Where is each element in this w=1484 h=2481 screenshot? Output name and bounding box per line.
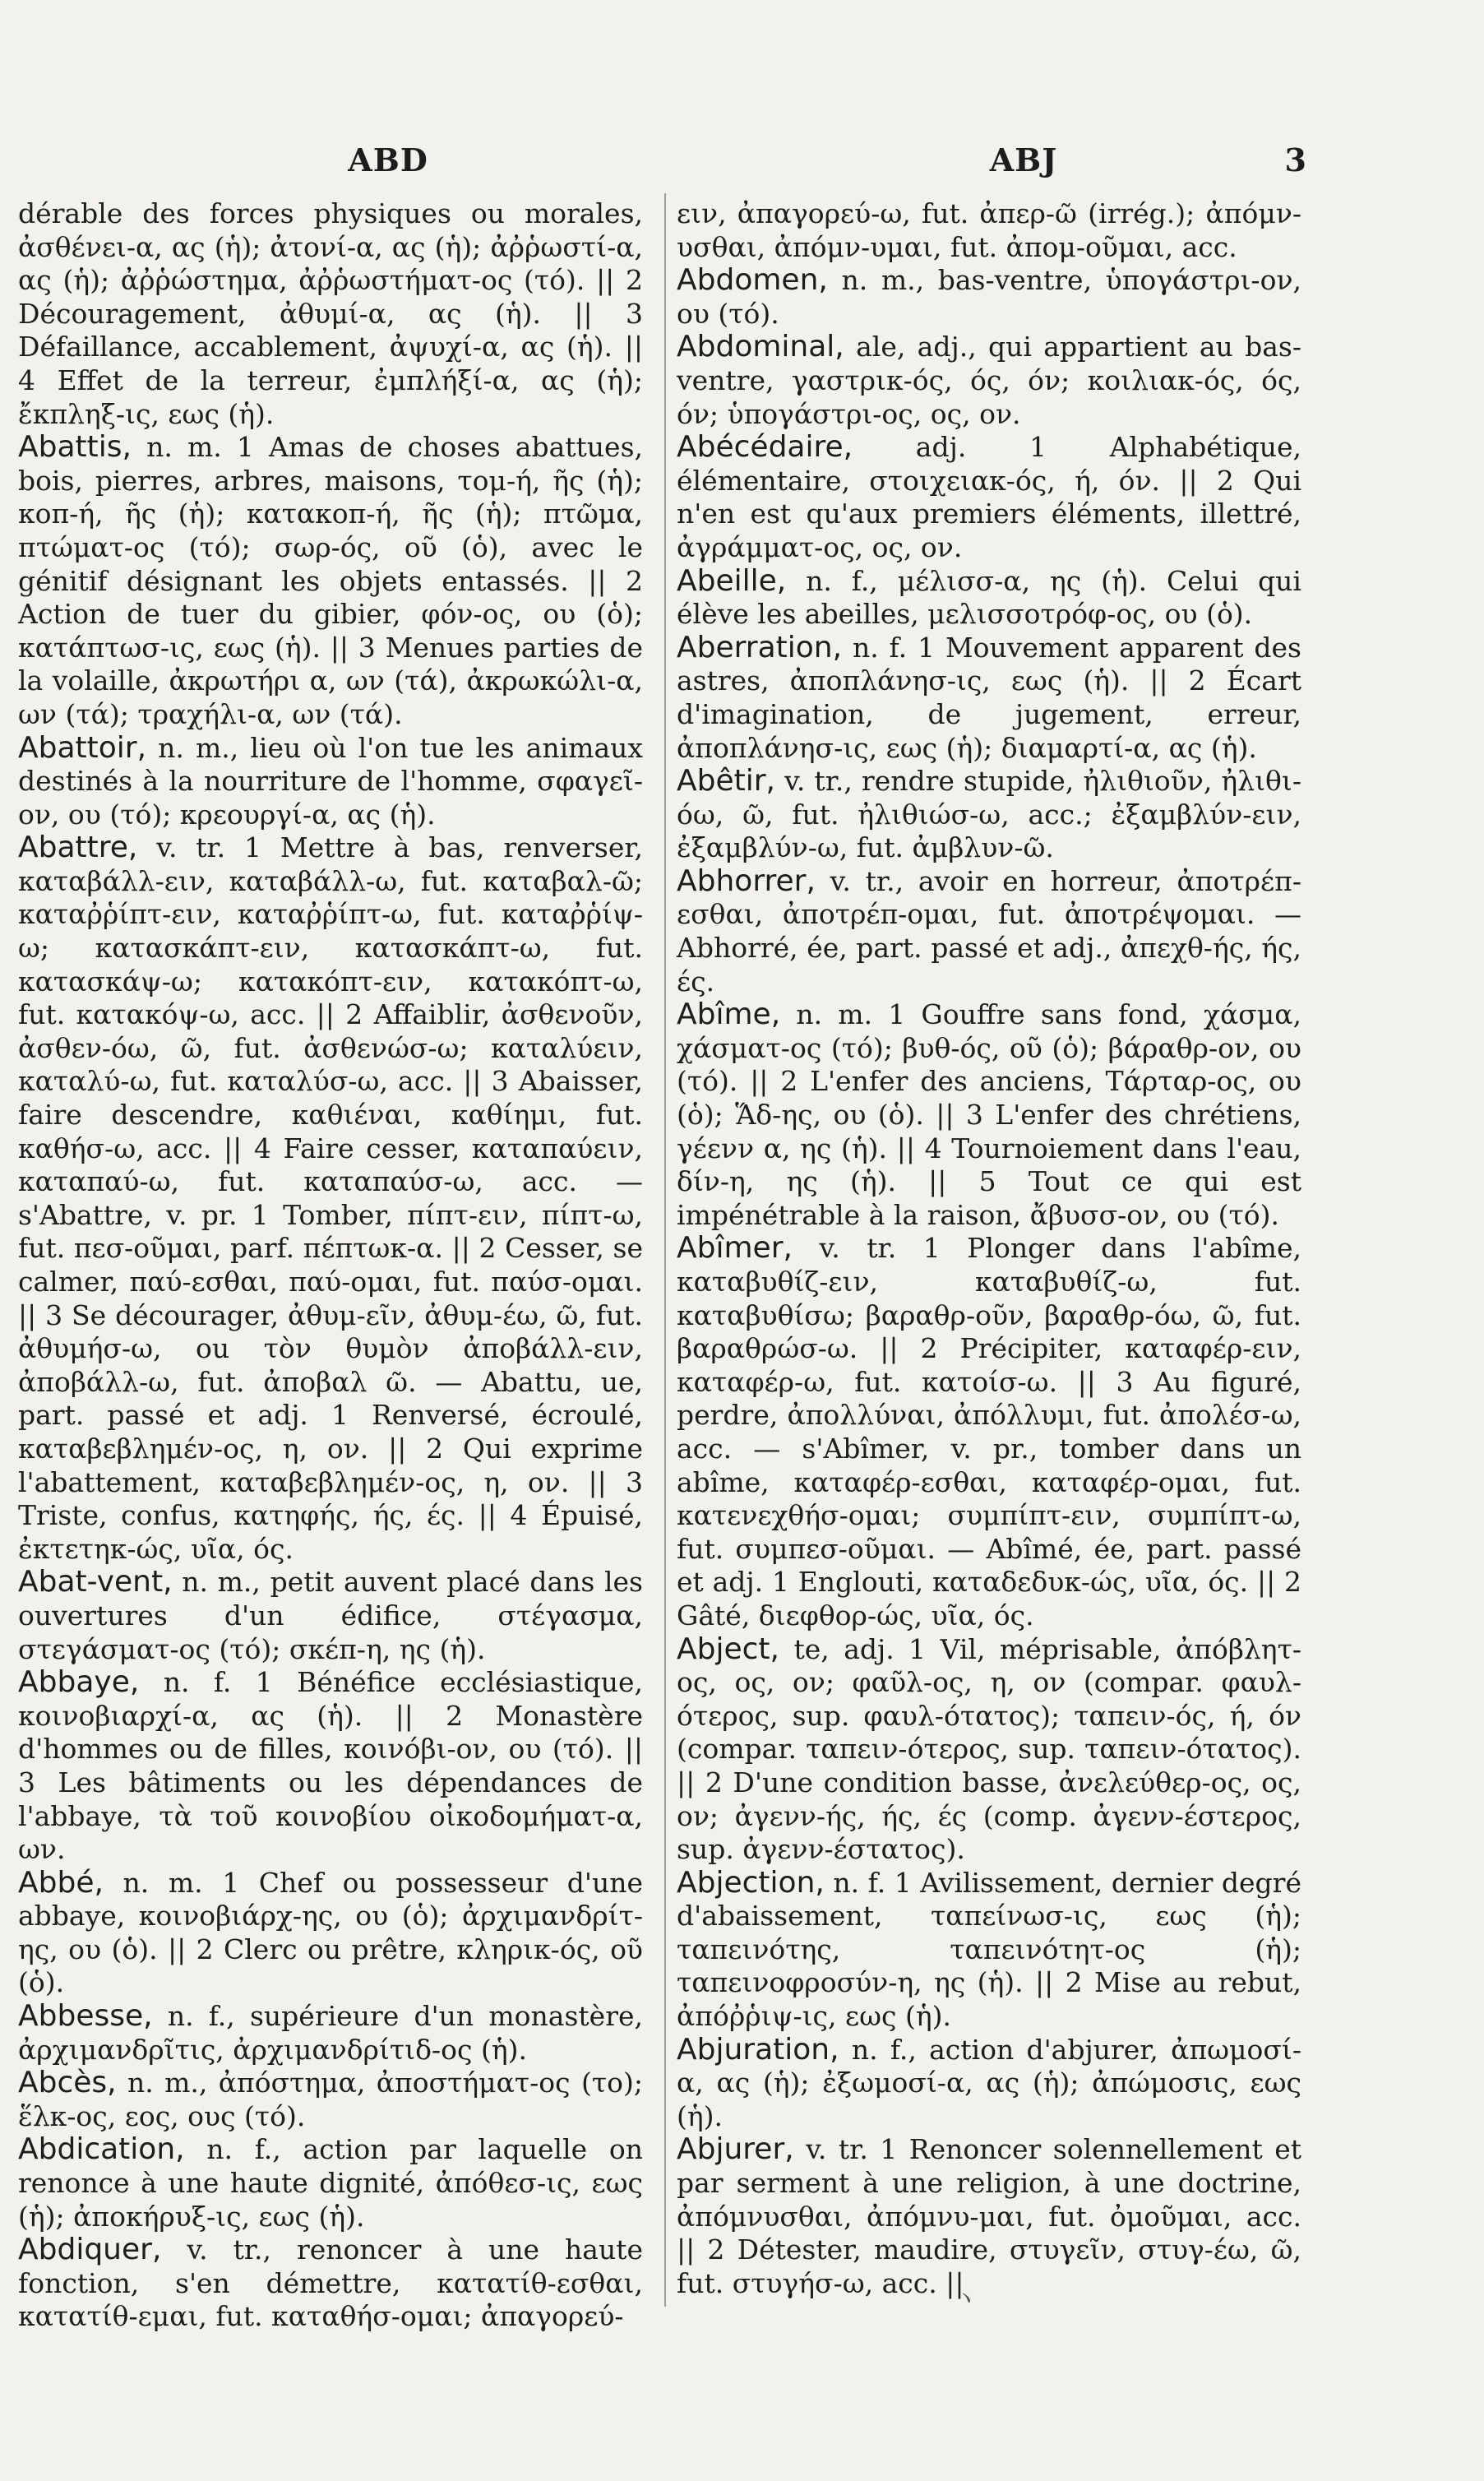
entry-definition: ale, adj., qui appartient au bas-ventre, γαστρικ-ός, ός, όν; κοιλιακ-ός, ός, όν; ὑπογάστρι-ος, ος, ον. [677, 331, 1301, 430]
entry-definition: n. f., action par laquelle on renonce à une haute dignité, ἀπόθεσ-ις, εως (ἡ); ἀποκήρυξ-ις, εως (ἡ). [18, 2133, 643, 2233]
dictionary-entry [18, 732, 643, 832]
entry-headword: Abîme, [677, 997, 781, 1032]
entry-headword: Abbaye, [18, 1665, 140, 1700]
entry-definition: n. f., supérieure d'un monastère, ἀρχιμανδρῖτις, ἀρχιμανδρίτιδ-ος (ἡ). [18, 2000, 643, 2066]
entry-definition: v. tr., avoir en horreur, ἀποτρέπ-εσθαι, ἀποτρέπ-ομαι, fut. ἀποτρέψομαι. — Abhorré, ée, part. passé et adj., ἀπεχθ-ής, ής, ές. [677, 864, 1301, 997]
entry-definition: n. f. 1 Bénéfice ecclésiastique, κοινοβιαρχί-α, ας (ἡ). || 2 Monastère d'hommes ou de filles, κοινόβι-ον, ου (τό). || 3 Les bâtiments ou les dépendances de l'abbaye, τὰ τοῦ κοινοβίου οἰκοδομήματ-α, ων. [18, 1666, 643, 1866]
entry-definition: n. m., ἀπόστημα, ἀποστήματ-ος (το); ἕλκ-ος, εος, ους (τό). [18, 2067, 643, 2132]
dictionary-entry [18, 197, 643, 431]
dictionary-entry [18, 1666, 643, 1867]
entry-headword: Abat-vent, [18, 1565, 173, 1599]
dictionary-entry [677, 1867, 1301, 2034]
entry-headword: Abdomen, [677, 263, 828, 298]
dictionary-entry [677, 431, 1301, 564]
dictionary-entry [18, 2233, 643, 2334]
dictionary-entry [677, 565, 1301, 632]
entry-definition: n. m. 1 Chef ou possesseur d'une abbaye, κοινοβιάρχ-ης, ου (ὁ); ἀρχιμανδρίτ-ης, ου (ὁ). || 2 Clerc ou prêtre, κληρικ-ός, οῦ (ὁ). [18, 1866, 643, 1999]
entry-headword: Abjection, [677, 1865, 825, 1900]
entry-definition: v. tr. 1 Renoncer solennellement et par serment à une religion, à une doctrine, ἀπόμνυσθαι, ἀπόμνυ-μαι, fut. ὀμοῦμαι, acc. || 2 Détester, maudire, στυγεῖν, στυγ-έω, ῶ, fut. στυγήσ-ω, acc. || [677, 2133, 1301, 2299]
column-divider [664, 193, 666, 2307]
entry-headword: Aberration, [677, 630, 843, 664]
entry-definition: n. f. 1 Mouvement apparent des astres, ἀποπλάνησ-ις, εως (ἡ). || 2 Écart d'imagination, de jugement, erreur, ἀποπλάνησ-ις, εως (ἡ); διαμαρτί-α, ας (ἡ). [677, 631, 1301, 764]
entry-definition: n. m. 1 Amas de choses abattues, bois, pierres, arbres, maisons, τομ-ή, ῆς (ἡ); κοπ-ή, ῆς (ἡ); κατακοπ-ή, ῆς (ἡ); πτῶμα, πτώματ-ος (τό); σωρ-ός, οῦ (ὁ), avec le génitif désignant les objets entassés. || 2 Action de tuer du gibier, φόν-ος, ου (ὁ); κατάπτωσ-ις, εως (ἡ). || 3 Menues parties de la volaille, ἀκρωτήρι α, ων (τά), ἀκρωκώλι-α, ων (τά); τραχήλι-α, ων (τά). [18, 431, 643, 730]
dictionary-entry [677, 2133, 1301, 2300]
dictionary-entry [677, 865, 1301, 998]
dictionary-entry [18, 431, 643, 731]
dictionary-entry [18, 2133, 643, 2233]
entry-headword: Abject, [677, 1632, 779, 1666]
entry-definition: n. f. 1 Avilissement, dernier degré d'abaissement, ταπείνωσ-ις, εως (ἡ); ταπεινότης, ταπεινότητ-ος (ἡ); ταπεινοφροσύν-η, ης (ἡ). || 2 Mise au rebut, ἀπόῤῥιψ-ις, εως (ἡ). [677, 1866, 1301, 2033]
right-guide-word: ABJ [989, 141, 1058, 178]
entry-definition: n. f., μέλισσ-α, ης (ἡ). Celui qui élève les abeilles, μελισσοτρόφ-ος, ου (ὁ). [677, 564, 1301, 631]
entry-headword: Abdiquer, [18, 2233, 162, 2267]
entry-headword: Abécédaire, [677, 430, 853, 465]
dictionary-entry [18, 1566, 643, 1666]
entry-headword: Abhorrer, [677, 863, 816, 898]
entry-definition: n. f., action d'abjurer, ἀπωμοσί-α, ας (ἡ); ἐξωμοσί-α, ας (ἡ); ἀπώμοσις, εως (ἡ). [677, 2033, 1301, 2132]
dictionary-entry [18, 2000, 643, 2067]
entry-definition: te, adj. 1 Vil, méprisable, ἀπόβλητ-ος, ος, ον; φαῦλ-ος, η, ον (compar. φαυλ-ότερος, sup. φαυλ-ότατος); ταπειν-ός, ή, όν (compar. ταπειν-ότερος, sup. ταπειν-ότατος). || 2 D'une condition basse, ἀνελεύθερ-ος, ος, ον; ἀγενν-ής, ής, ές (comp. ἀγενν-έστερος, sup. ἀγενν-έστατος). [677, 1632, 1301, 1866]
entry-definition: n. m. 1 Gouffre sans fond, χάσμα, χάσματ-ος (τό); βυθ-ός, οῦ (ὁ); βάραθρ-ον, ου (τό). || 2 L'enfer des anciens, Τάρταρ-ος, ου (ὁ); Ἅδ-ης, ου (ὁ). || 3 L'enfer des chrétiens, γέενν α, ης (ἡ). || 4 Tournoiement dans l'eau, δίν-η, ης (ἡ). || 5 Tout ce qui est impénétrable à la raison, ἄβυσσ-ον, ου (τό). [677, 998, 1302, 1231]
dictionary-entry [18, 2067, 643, 2133]
dictionary-entry [677, 2034, 1301, 2134]
entry-definition: ειν, ἀπαγορεύ-ω, fut. ἀπερ-ῶ (irrég.); ἀπόμν-υσθαι, ἀπόμν-υμαι, fut. ἀπομ-οῦμαι, acc. [677, 197, 1301, 263]
dictionary-entry [677, 197, 1301, 264]
entry-definition: n. m., bas-ventre, ὑπογάστρι-ον, ου (τό). [677, 264, 1301, 330]
entry-definition: dérable des forces physiques ou morales, ἀσθένει-α, ας (ἡ); ἀτονί-α, ας (ἡ); ἀῤῥωστί-α, ας (ἡ); ἀῤῥώστημα, ἀῤῥωστήματ-ος (τό). || 2 Découragement, ἀθυμί-α, ας (ἡ). || 3 Défaillance, accablement, ἀψυχί-α, ας (ἡ). || 4 Effet de la terreur, ἐμπλήξί-α, ας (ἡ); ἔκπληξ-ις, εως (ἡ). [18, 197, 643, 430]
entry-definition: adj. 1 Alphabétique, élémentaire, στοιχειακ-ός, ή, όν. || 2 Qui n'en est qu'aux premiers éléments, illettré, ἀγράμματ-ος, ος, ον. [677, 431, 1301, 563]
dictionary-entry [677, 765, 1301, 865]
dictionary-entry [677, 632, 1301, 765]
stray-mark: ヽ [954, 2284, 978, 2313]
entry-headword: Abattre, [18, 831, 138, 865]
dictionary-entry [677, 1232, 1301, 1632]
dictionary-entry [18, 1867, 643, 2000]
entry-headword: Abdication, [18, 2132, 185, 2167]
dictionary-entry [677, 331, 1301, 431]
entry-headword: Abjuration, [677, 2032, 839, 2067]
entry-headword: Abbé, [18, 1865, 104, 1900]
entry-definition: v. tr. 1 Mettre à bas, renverser, καταβάλλ-ειν, καταβάλλ-ω, fut. καταβαλ-ῶ; καταῤῥίπτ-ειν, καταῤῥίπτ-ω, fut. καταῤῥίψ-ω; κατασκάπτ-ειν, κατασκάπτ-ω, fut. κατασκάψ-ω; κατακόπτ-ειν, κατακόπτ-ω, fut. κατακόψ-ω, acc. || 2 Affaiblir, ἀσθενοῦν, ἀσθεν-όω, ῶ, fut. ἀσθενώσ-ω; καταλύειν, καταλύ-ω, fut. καταλύσ-ω, acc. || 3 Abaisser, faire descendre, καθιέναι, καθίημι, fut. καθήσ-ω, acc. || 4 Faire cesser, καταπαύειν, καταπαύ-ω, fut. καταπαύσ-ω, acc. — s'Abattre, v. pr. 1 Tomber, πίπτ-ειν, πίπτ-ω, fut. πεσ-οῦμαι, parf. πέπτωκ-α. || 2 Cesser, se calmer, παύ-εσθαι, παύ-ομαι, fut. παύσ-ομαι. || 3 Se décourager, ἀθυμ-εῖν, ἀθυμ-έω, ῶ, fut. ἀθυμήσ-ω, ou τὸν θυμὸν ἀποβάλλ-ειν, ἀποβάλλ-ω, fut. ἀποβαλ ῶ. — Abattu, ue, part. passé et adj. 1 Renversé, écroulé, καταβεβλημέν-ος, η, ον. || 2 Qui exprime l'abattement, καταβεβλημέν-ος, η, ον. || 3 Triste, confus, κατηφής, ής, ές. || 4 Épuisé, ἐκτετηκ-ώς, υῖα, ός. [18, 831, 643, 1565]
dictionary-entry [677, 1633, 1301, 1867]
entry-definition: v. tr., rendre stupide, ἠλιθιοῦν, ἠλιθι-όω, ῶ, fut. ἠλιθιώσ-ω, acc.; ἐξαμβλύν-ειν, ἐξαμβλύν-ω, fut. ἀμβλυν-ῶ. [677, 765, 1301, 864]
entry-headword: Abîmer, [677, 1231, 793, 1266]
entry-headword: Abeille, [677, 563, 787, 598]
entry-definition: n. m., lieu où l'on tue les animaux destinés à la nourriture de l'homme, σφαγεῖ-ον, ου (τό); κρεουργί-α, ας (ἡ). [18, 731, 643, 831]
entry-headword: Abêtir, [677, 764, 775, 798]
entry-headword: Abjurer, [677, 2132, 794, 2167]
left-guide-word: ABD [348, 141, 428, 178]
right-column [677, 197, 1301, 2300]
entry-definition: n. m., petit auvent placé dans les ouvertures d'un édifice, στέγασμα, στεγάσματ-ος (τό); σκέπ-η, ης (ἡ). [18, 1566, 643, 1665]
page-number: 3 [1284, 141, 1307, 178]
left-column [18, 197, 643, 2334]
entry-headword: Abattis, [18, 430, 132, 465]
entry-headword: Abbesse, [18, 1999, 153, 2034]
dictionary-entry [18, 831, 643, 1566]
entry-headword: Abattoir, [18, 730, 147, 765]
dictionary-entry [677, 264, 1301, 331]
entry-definition: v. tr. 1 Plonger dans l'abîme, καταβυθίζ-ειν, καταβυθίζ-ω, fut. καταβυθίσω; βαραθρ-οῦν, βαραθρ-όω, ῶ, fut. βαραθρώσ-ω. || 2 Précipiter, καταφέρ-ειν, καταφέρ-ω, fut. κατοίσ-ω. || 3 Au figuré, perdre, ἀπολλύναι, ἀπόλλυμι, fut. ἀπολέσ-ω, acc. — s'Abîmer, v. pr., tomber dans un abîme, καταφέρ-εσθαι, καταφέρ-ομαι, fut. κατενεχθήσ-ομαι; συμπίπτ-ειν, συμπίπτ-ω, fut. συμπεσ-οῦμαι. — Abîmé, ée, part. passé et adj. 1 Englouti, καταδεδυκ-ώς, υῖα, ός. || 2 Gâté, διεφθορ-ώς, υῖα, ός. [677, 1232, 1301, 1632]
entry-definition: v. tr., renoncer à une haute fonction, s'en démettre, κατατίθ-εσθαι, κατατίθ-εμαι, fut. καταθήσ-ομαι; ἀπαγορεύ- [18, 2233, 644, 2333]
dictionary-entry [677, 998, 1301, 1232]
entry-headword: Abcès, [18, 2066, 117, 2100]
entry-headword: Abdominal, [677, 330, 844, 364]
